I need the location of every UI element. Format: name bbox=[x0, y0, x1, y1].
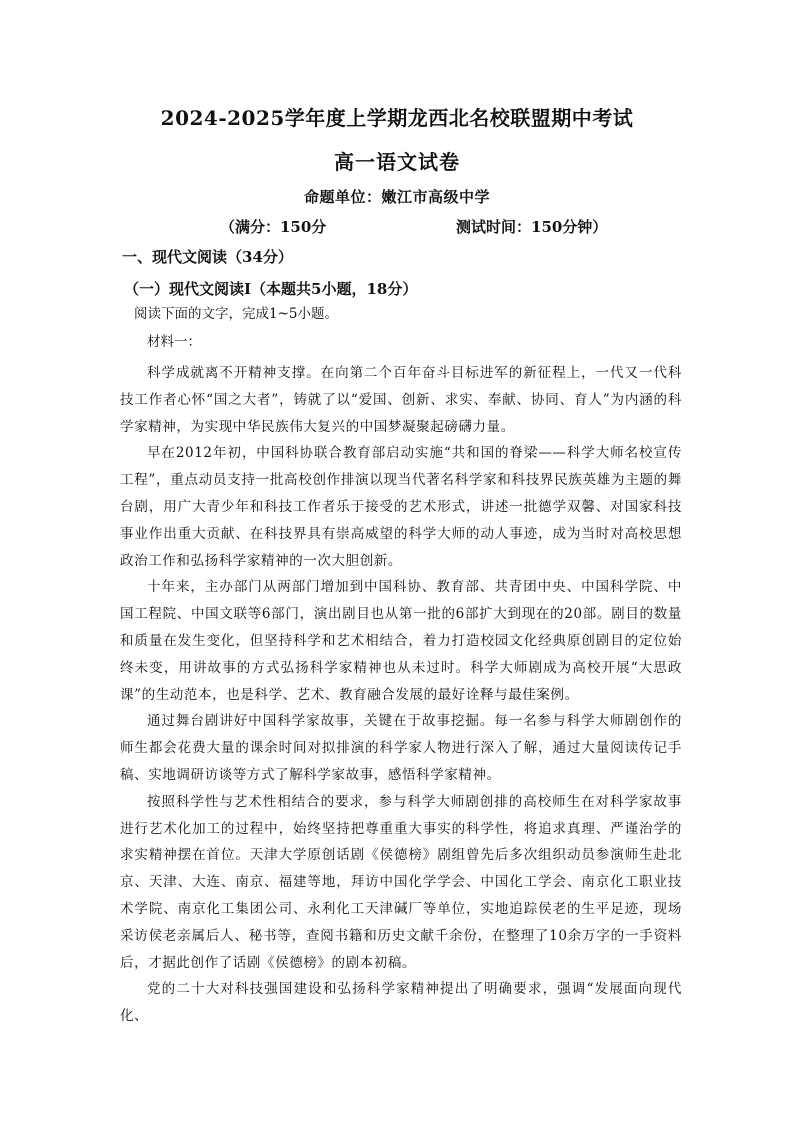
passage-paragraph-4: 通过舞台剧讲好中国科学家故事，关键在于故事挖掘。每一名参与科学大师剧创作的师生都会花费大量的课余时间对拟排演的科学家人物进行深入了解，通过大量阅读传记手稿、实地调研访谈等方式了解科学家故事，感悟科学家精神。 bbox=[120, 713, 682, 783]
passage-body bbox=[120, 360, 682, 1030]
reading-instruction: 阅读下面的文字，完成1~5小题。 bbox=[134, 306, 338, 322]
passage-paragraph-1: 科学成就离不开精神支撑。在向第二个百年奋斗目标进军的新征程上，一代又一代科技工作者心怀“国之大者”，铸就了以“爱国、创新、求实、奉献、协同、育人”为内涵的科学家精神，为实现中华民族伟大复兴的中国梦凝聚起磅礴力量。 bbox=[120, 365, 682, 435]
setting-unit: 命题单位：嫩江市高级中学 bbox=[303, 188, 490, 206]
passage-paragraph-2: 早在2012年初，中国科协联合教育部启动实施“共和国的脊梁——科学大师名校宣传工程”，重点动员支持一批高校创作排演以现当代著名科学家和科技界民族英雄为主题的舞台剧，用广大青少年和科技工作者乐于接受的艺术形式，讲述一批德学双馨、对国家科技事业作出重大贡献、在科技界具有崇高威望的科学大师的动人事迹，成为当时对高校思想政治工作和弘扬科学家精神的一次大胆创新。 bbox=[120, 445, 682, 569]
material-label: 材料一： bbox=[147, 334, 201, 350]
full-score: （满分：150分 bbox=[220, 218, 327, 236]
passage-paragraph-6: 党的二十大对科技强国建设和弘扬科学家精神提出了明确要求，强调“发展面向现代化、 bbox=[120, 981, 682, 1025]
section-heading: 一、现代文阅读（34分） bbox=[122, 248, 293, 266]
passage-paragraph-5: 按照科学性与艺术性相结合的要求，参与科学大师剧创排的高校师生在对科学家故事进行艺术化加工的过程中，始终坚持把尊重重大事实的科学性，将追求真理、严谨治学的求实精神摆在首位。天津大学原创话剧《侯德榜》剧组曾先后多次组织动员参演师生赴北京、天津、大连、南京、福建等地，拜访中国化学学会、中国化工学会、南京化工职业技术学院、南京化工集团公司、永利化工天津碱厂等单位，实地追踪侯老的生平足迹，现场采访侯老亲属后人、秘书等，查阅书籍和历史文献千余份，在整理了10余万字的一手资料后，才据此创作了话剧《侯德榜》的剧本初稿。 bbox=[120, 793, 682, 971]
exam-title: 2024-2025学年度上学期龙西北名校联盟期中考试 bbox=[160, 106, 634, 130]
exam-subtitle: 高一语文试卷 bbox=[334, 150, 460, 174]
test-time: 测试时间：150分钟） bbox=[456, 218, 608, 236]
subsection-heading: （一）现代文阅读Ⅰ（本题共5小题，18分） bbox=[124, 280, 418, 298]
passage-paragraph-3: 十年来，主办部门从两部门增加到中国科协、教育部、共青团中央、中国科学院、中国工程院、中国文联等6部门，演出剧目也从第一批的6部扩大到现在的20部。剧目的数量和质量在发生变化，但坚持科学和艺术相结合，着力打造校园文化经典原创剧目的定位始终未变，用讲故事的方式弘扬科学家精神也从未过时。科学大师剧成为高校开展“大思政课”的生动范本，也是科学、艺术、教育融合发展的最好诠释与最佳案例。 bbox=[120, 579, 682, 703]
